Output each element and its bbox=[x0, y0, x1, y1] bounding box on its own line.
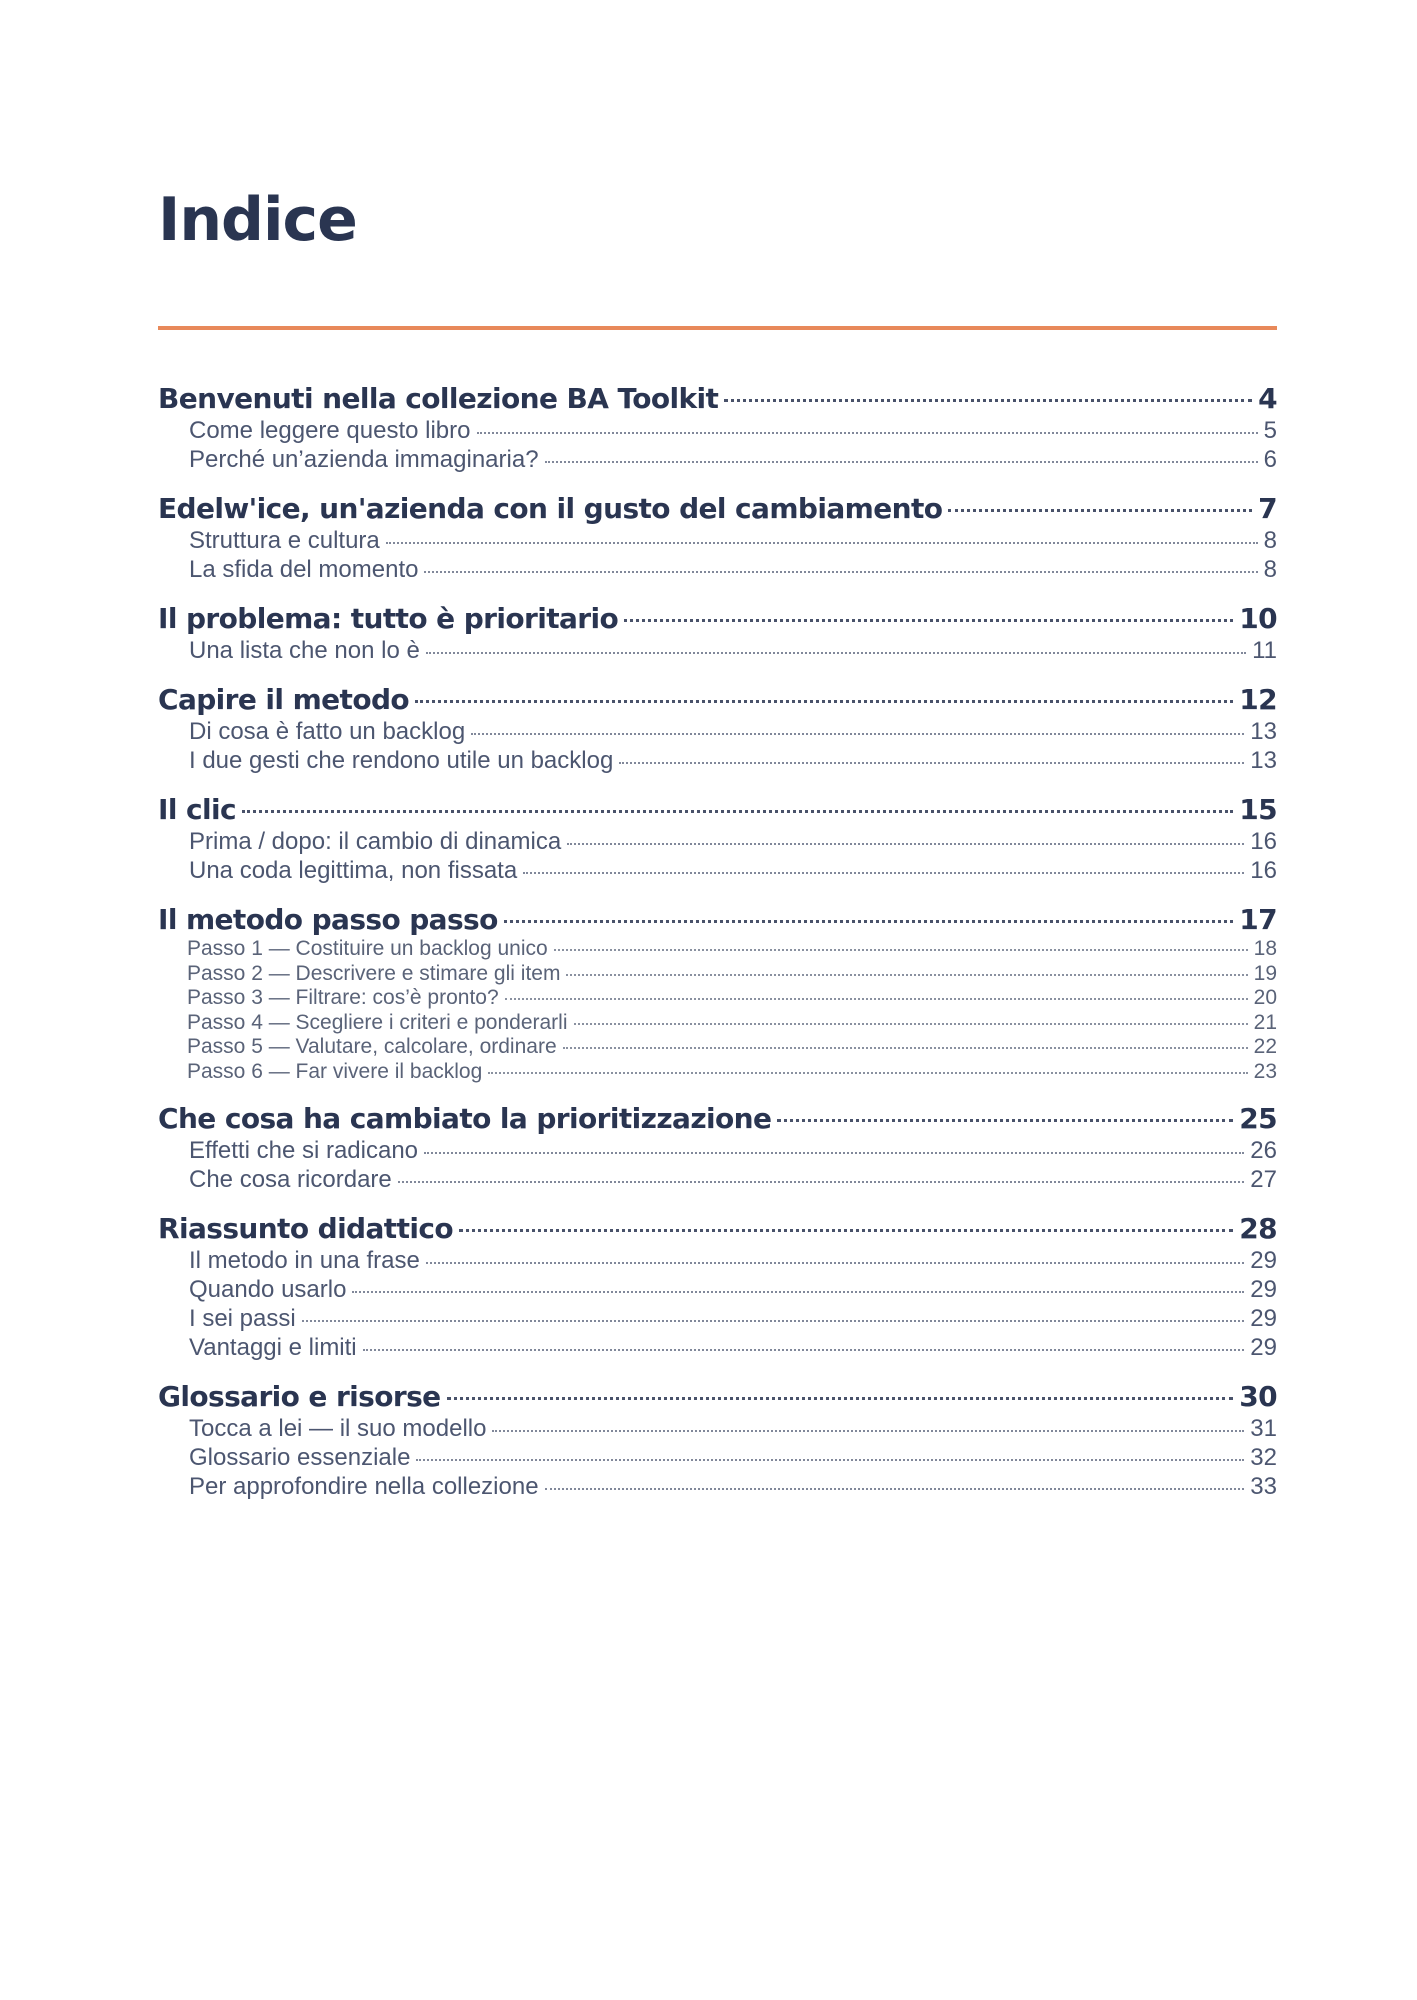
toc-chapter bbox=[158, 793, 1277, 885]
toc-page-number: 22 bbox=[1253, 1035, 1277, 1058]
toc-page-number: 33 bbox=[1250, 1473, 1277, 1500]
toc-page-number: 25 bbox=[1239, 1102, 1277, 1135]
toc-section-entry[interactable] bbox=[158, 1136, 1277, 1165]
dot-leader bbox=[426, 1262, 1244, 1264]
toc-entry-title: Per approfondire nella collezione bbox=[189, 1473, 539, 1500]
dot-leader bbox=[302, 1320, 1245, 1322]
page-title: Indice bbox=[158, 185, 357, 255]
toc-page-number: 12 bbox=[1239, 683, 1277, 716]
toc-page-number: 30 bbox=[1239, 1380, 1277, 1413]
toc-section-entry[interactable] bbox=[158, 1443, 1277, 1472]
toc-entry-title: Vantaggi e limiti bbox=[189, 1334, 357, 1361]
toc-section-entry[interactable] bbox=[158, 986, 1277, 1011]
toc-entry-title: Prima / dopo: il cambio di dinamica bbox=[189, 828, 562, 855]
toc-entry-title: Passo 4 — Scegliere i criteri e ponderarli bbox=[187, 1010, 568, 1034]
dot-leader bbox=[574, 1023, 1248, 1025]
dot-leader bbox=[724, 399, 1252, 402]
toc-chapter bbox=[158, 683, 1277, 775]
toc-chapter bbox=[158, 382, 1277, 474]
dot-leader bbox=[426, 652, 1246, 654]
toc-entry-title: Struttura e cultura bbox=[189, 527, 380, 554]
toc-page-number: 32 bbox=[1250, 1444, 1277, 1471]
toc-page-number: 19 bbox=[1253, 961, 1277, 985]
toc-chapter-entry[interactable] bbox=[158, 1212, 1277, 1246]
dot-leader bbox=[554, 949, 1248, 951]
toc-section-entry[interactable] bbox=[158, 1165, 1277, 1194]
toc-section-entry[interactable] bbox=[158, 1472, 1277, 1501]
toc-page-number: 18 bbox=[1253, 937, 1277, 960]
toc-entry-title: Il metodo passo passo bbox=[158, 903, 498, 936]
toc-chapter-entry[interactable] bbox=[158, 903, 1277, 937]
toc-section-entry[interactable] bbox=[158, 1060, 1277, 1085]
toc-page-number: 6 bbox=[1263, 446, 1277, 473]
toc-page-number: 11 bbox=[1252, 637, 1277, 664]
toc-entry-title: Quando usarlo bbox=[189, 1276, 347, 1303]
toc-page-number: 10 bbox=[1239, 602, 1277, 635]
toc-page-number: 26 bbox=[1250, 1137, 1277, 1164]
toc-page-number: 27 bbox=[1250, 1166, 1277, 1193]
toc-chapter bbox=[158, 1380, 1277, 1501]
toc-entry-title: Di cosa è fatto un backlog bbox=[189, 718, 466, 745]
toc-page-number: 15 bbox=[1239, 793, 1277, 826]
toc-entry-title: Capire il metodo bbox=[158, 683, 410, 716]
toc-entry-title: Che cosa ricordare bbox=[189, 1166, 392, 1193]
toc-entry-title: Il metodo in una frase bbox=[189, 1247, 420, 1274]
dot-leader bbox=[363, 1349, 1245, 1351]
dot-leader bbox=[567, 843, 1244, 845]
toc-chapter-entry[interactable] bbox=[158, 793, 1277, 827]
table-of-contents bbox=[158, 382, 1277, 1519]
dot-leader bbox=[416, 1459, 1244, 1461]
toc-section-entry[interactable] bbox=[158, 856, 1277, 885]
dot-leader bbox=[459, 1229, 1233, 1232]
dot-leader bbox=[447, 1397, 1234, 1400]
dot-leader bbox=[505, 998, 1248, 1000]
toc-entry-title: Benvenuti nella collezione BA Toolkit bbox=[158, 382, 719, 415]
dot-leader bbox=[415, 700, 1233, 703]
dot-leader bbox=[523, 872, 1244, 874]
dot-leader bbox=[471, 733, 1244, 735]
toc-page-number: 5 bbox=[1263, 417, 1277, 444]
dot-leader bbox=[545, 461, 1258, 463]
dot-leader bbox=[424, 1152, 1244, 1154]
toc-page-number: 29 bbox=[1250, 1334, 1277, 1361]
toc-entry-title: Passo 6 — Far vivere il backlog bbox=[187, 1059, 483, 1083]
toc-page-number: 21 bbox=[1253, 1010, 1277, 1034]
title-divider bbox=[158, 326, 1277, 330]
toc-entry-title: Passo 3 — Filtrare: cos’è pronto? bbox=[187, 986, 499, 1009]
toc-entry-title: Una coda legittima, non fissata bbox=[189, 857, 518, 884]
dot-leader bbox=[624, 619, 1233, 622]
dot-leader bbox=[386, 542, 1258, 544]
toc-entry-title: I sei passi bbox=[189, 1305, 296, 1332]
toc-entry-title: Effetti che si radicano bbox=[189, 1137, 419, 1164]
toc-page-number: 23 bbox=[1253, 1059, 1277, 1083]
dot-leader bbox=[352, 1291, 1244, 1293]
toc-page-number: 4 bbox=[1258, 382, 1277, 415]
toc-section-entry[interactable] bbox=[158, 416, 1277, 445]
toc-page-number: 8 bbox=[1263, 527, 1277, 554]
toc-page-number: 29 bbox=[1250, 1276, 1277, 1303]
dot-leader bbox=[566, 974, 1247, 976]
toc-chapter-entry[interactable] bbox=[158, 1380, 1277, 1414]
toc-section-entry[interactable] bbox=[158, 445, 1277, 474]
toc-page-number: 28 bbox=[1239, 1212, 1277, 1245]
toc-entry-title: Passo 1 — Costituire un backlog unico bbox=[187, 937, 548, 960]
toc-page-number: 29 bbox=[1250, 1305, 1277, 1332]
dot-leader bbox=[242, 810, 1233, 813]
toc-page-number: 13 bbox=[1250, 718, 1277, 745]
toc-chapter bbox=[158, 1212, 1277, 1362]
toc-section-entry[interactable] bbox=[158, 746, 1277, 775]
toc-section-entry[interactable] bbox=[158, 1011, 1277, 1036]
dot-leader bbox=[619, 762, 1244, 764]
toc-section-entry[interactable] bbox=[158, 636, 1277, 665]
toc-chapter-entry[interactable] bbox=[158, 1102, 1277, 1136]
dot-leader bbox=[563, 1047, 1248, 1049]
toc-page-number: 8 bbox=[1263, 556, 1277, 583]
toc-section-entry[interactable] bbox=[158, 526, 1277, 555]
toc-entry-title: I due gesti che rendono utile un backlog bbox=[189, 747, 614, 774]
toc-entry-title: Perché un’azienda immaginaria? bbox=[189, 446, 539, 473]
dot-leader bbox=[492, 1430, 1244, 1432]
toc-section-entry[interactable] bbox=[158, 962, 1277, 987]
toc-chapter bbox=[158, 903, 1277, 1084]
toc-chapter-entry[interactable] bbox=[158, 492, 1277, 526]
toc-page-number: 13 bbox=[1250, 747, 1277, 774]
toc-section-entry[interactable] bbox=[158, 937, 1277, 962]
toc-entry-title: La sfida del momento bbox=[189, 556, 419, 583]
toc-chapter-entry[interactable] bbox=[158, 382, 1277, 416]
toc-entry-title: Passo 2 — Descrivere e stimare gli item bbox=[187, 961, 561, 985]
toc-entry-title: Edelw'ice, un'azienda con il gusto del cambiamento bbox=[158, 492, 943, 525]
dot-leader bbox=[477, 432, 1258, 434]
toc-page-number: 7 bbox=[1258, 492, 1277, 525]
toc-entry-title: Glossario essenziale bbox=[189, 1444, 411, 1471]
toc-section-entry[interactable] bbox=[158, 717, 1277, 746]
toc-chapter-entry[interactable] bbox=[158, 683, 1277, 717]
toc-chapter-entry[interactable] bbox=[158, 602, 1277, 636]
toc-chapter bbox=[158, 602, 1277, 665]
dot-leader bbox=[545, 1488, 1245, 1490]
toc-page-number: 20 bbox=[1253, 986, 1277, 1009]
dot-leader bbox=[424, 571, 1257, 573]
toc-page-number: 29 bbox=[1250, 1247, 1277, 1274]
toc-chapter bbox=[158, 492, 1277, 584]
toc-entry-title: Il clic bbox=[158, 793, 236, 826]
toc-section-entry[interactable] bbox=[158, 1246, 1277, 1275]
toc-page-number: 31 bbox=[1250, 1415, 1277, 1442]
toc-section-entry[interactable] bbox=[158, 1414, 1277, 1443]
toc-page-number: 17 bbox=[1239, 903, 1277, 936]
toc-entry-title: Glossario e risorse bbox=[158, 1380, 441, 1413]
dot-leader bbox=[948, 509, 1252, 512]
toc-entry-title: Come leggere questo libro bbox=[189, 417, 471, 444]
dot-leader bbox=[777, 1119, 1233, 1122]
toc-section-entry[interactable] bbox=[158, 1333, 1277, 1362]
toc-page-number: 16 bbox=[1250, 828, 1277, 855]
toc-section-entry[interactable] bbox=[158, 1035, 1277, 1060]
toc-section-entry[interactable] bbox=[158, 555, 1277, 584]
toc-entry-title: Una lista che non lo è bbox=[189, 637, 420, 664]
toc-entry-title: Tocca a lei — il suo modello bbox=[189, 1415, 487, 1442]
toc-entry-title: Che cosa ha cambiato la prioritizzazione bbox=[158, 1102, 772, 1135]
toc-section-entry[interactable] bbox=[158, 1304, 1277, 1333]
toc-section-entry[interactable] bbox=[158, 1275, 1277, 1304]
dot-leader bbox=[398, 1181, 1245, 1183]
dot-leader bbox=[488, 1072, 1247, 1074]
dot-leader bbox=[504, 920, 1233, 923]
toc-section-entry[interactable] bbox=[158, 827, 1277, 856]
toc-page-number: 16 bbox=[1250, 857, 1277, 884]
toc-chapter bbox=[158, 1102, 1277, 1194]
toc-entry-title: Passo 5 — Valutare, calcolare, ordinare bbox=[187, 1035, 557, 1058]
toc-entry-title: Riassunto didattico bbox=[158, 1212, 454, 1245]
toc-entry-title: Il problema: tutto è prioritario bbox=[158, 602, 619, 635]
